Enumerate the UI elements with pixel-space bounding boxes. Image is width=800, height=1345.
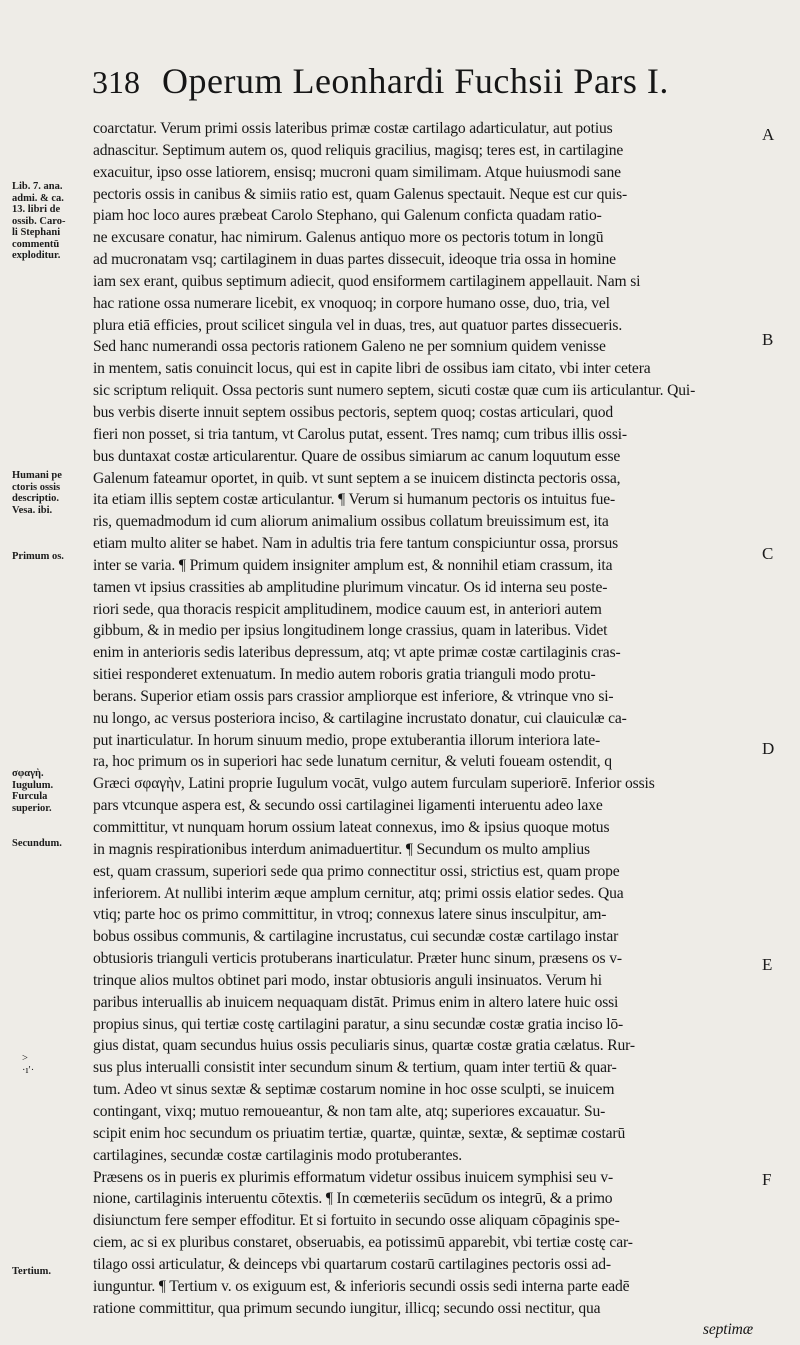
text-line: nu longo, ac versus posteriora inciso, & cartilagine incrustato donatur, cui clauiculæ ca- <box>93 709 627 727</box>
text-line: Græci σφαγὴν, Latini proprie Iugulum vocāt, vulgo autem furculam superiorē. Inferior ossis <box>93 775 655 793</box>
margin-note-line: ·ıʹ· <box>22 1064 35 1076</box>
margin-note-mark <box>22 1053 104 1076</box>
text-line: propius sinus, qui tertiæ costę cartilagini paratur, a sinu secundæ costæ gratia inciso lō- <box>93 1015 624 1033</box>
text-line: disiunctum fere semper effoditur. Et si fortuito in secundo osse aliquam cōpaginis spe- <box>93 1212 620 1230</box>
text-line: piam hoc loco aures præbeat Carolo Stephano, qui Galenum conficta quadam ratio- <box>93 207 602 225</box>
text-line: ita etiam illis septem costæ articulantur. ¶ Verum si humanum pectoris os intuitus fue- <box>93 491 616 509</box>
margin-note-line: Primum os. <box>12 551 64 562</box>
margin-note-line: commentū <box>12 238 60 250</box>
text-line: nione, cartilaginis interuentu cōtextis. ¶ In cœmeteriis secūdum os integrū, & a primo <box>93 1190 613 1208</box>
margin-note-line: Lib. 7. ana. <box>12 181 63 192</box>
text-line: ra, hoc primum os in superiori hac sede lunatum cernitur, & veluti foueam ostendit, q <box>93 753 612 771</box>
text-line: bus verbis diserte innuit septem ossibus pectoris, septem quoq; costas articulari, quod <box>93 403 614 421</box>
section-letter-e: E <box>762 955 773 974</box>
margin-note-humani <box>12 470 94 516</box>
text-line: contingant, vixq; mutuo remoueantur, & non tam alte, atq; superiores excauatur. Su- <box>93 1102 606 1120</box>
margin-note-secundum <box>12 838 94 850</box>
text-line: ris, quemadmodum id cum aliorum animalium ossibus collatum breuissimum est, ita <box>93 513 609 531</box>
text-line: vtiq; parte hoc os primo committitur, in vtroq; connexus latere sinus insculpitur, am- <box>93 906 607 924</box>
text-line: sus plus interualli consistit inter secundum sinum & tertium, quam inter tertiū & quar- <box>93 1059 617 1077</box>
margin-note-line: 13. libri de <box>12 204 61 215</box>
text-line: gius distat, quam secundus huius ossis peculiaris sinus, quartæ costæ gratia cælatus. Rur- <box>93 1037 635 1055</box>
body-text <box>93 118 765 1341</box>
text-line: pectoris ossis in canibus & simiis ratio est, quam Galenus spectauit. Neque est cur quis- <box>93 185 628 203</box>
text-line: iunguntur. ¶ Tertium v. os exiguum est, & inferioris secundi ossis sedi interna parte eadē <box>93 1277 630 1295</box>
running-head: Operum Leonhardi Fuchsii Pars I. <box>162 61 669 101</box>
text-line: ciem, ac si ex pluribus constaret, obseruabis, ea potissimū apparebit, vbi tertiæ costę car- <box>93 1234 633 1252</box>
margin-note-line: exploditur. <box>12 250 61 261</box>
margin-note-line: descriptio. <box>12 493 59 504</box>
margin-note-line: admi. & ca. <box>12 192 64 204</box>
text-line: cartilagines, secundæ costæ cartilaginis modo protuberantes. <box>93 1146 463 1164</box>
text-line: tum. Adeo vt sinus sextæ & septimæ costarum nomine in hoc osse sculpti, se inuicem <box>93 1081 615 1099</box>
text-line: fieri non posset, si tria tantum, vt Carolus putat, essent. Tres namq; cum tribus illis ossi- <box>93 425 627 443</box>
text-line: tilago ossi articulatur, & deinceps vbi quartarum costarū cartilagines pectoris ossi ad- <box>93 1255 611 1273</box>
text-line: inter se varia. ¶ Primum quidem insigniter amplum est, & nonnihil etiam crassum, ita <box>93 556 613 574</box>
text-line: Sed hanc numerandi ossa pectoris rationem Galeno ne per somnium quidem venisse <box>93 338 606 356</box>
text-line: trinque alios multos obtinet pari modo, instar obtusioris anguli insinuatos. Verum hi <box>93 971 602 989</box>
text-line: septimæ <box>702 1321 753 1339</box>
margin-note-line: > <box>22 1053 28 1064</box>
text-line: ne excusare conatur, hac nimirum. Galenus antiquo more os pectoris totum in longū <box>93 229 604 247</box>
text-line: bus duntaxat costæ articularentur. Quare de ossibus simiarum ac canum loquutum esse <box>93 447 621 465</box>
margin-note-line: Humani pe <box>12 470 62 481</box>
margin-note-line: Furcula <box>12 791 48 802</box>
text-line: enim in anterioris sedis lateribus depressum, atq; vt apte primæ costæ cartilaginis cras- <box>93 644 621 662</box>
section-letter-c: C <box>762 544 774 563</box>
margin-note-line: li Stephani <box>12 227 61 238</box>
text-line: ad mucronatam vsq; cartilaginem in duas partes dissecuit, ideoque tria ossa in homine <box>93 251 616 269</box>
section-letter-b: B <box>762 330 774 349</box>
section-letter-f: F <box>762 1170 772 1189</box>
margin-note-line: ctoris ossis <box>12 481 61 493</box>
text-line: iam sex erant, quibus septimum adiecit, quod ensiformem cartilaginem appellauit. Nam si <box>93 272 641 290</box>
text-line: put inarticulatur. In horum sinuum medio, prope extuberantia illorum interiora late- <box>93 731 601 749</box>
page-number: 318 <box>92 64 140 100</box>
margin-note-stephanus <box>12 181 94 262</box>
margin-note-line: superior. <box>12 802 52 814</box>
text-line: etiam multo aliter se habet. Nam in adultis tria fere tantum conspiciuntur ossa, prorsus <box>93 535 619 553</box>
page-header <box>92 60 692 102</box>
margin-note-line: σφαγὴ. <box>12 768 44 779</box>
section-letter-a: A <box>762 125 775 144</box>
text-line: riori sede, qua thoracis respicit amplitudinem, modice cauum est, in anteriori autem <box>93 600 602 618</box>
margin-note-line: Iugulum. <box>12 779 54 791</box>
text-line: hac ratione ossa numerare licebit, ex vnoquoq; in corpore humano osse, duo, tria, vel <box>93 294 610 312</box>
text-line: in mentem, satis conuincit locus, qui est in capite libri de ossibus iam citato, vbi inter cetera <box>93 360 651 378</box>
margin-note-sphage <box>12 768 94 814</box>
text-line: scipit enim hoc secundum os priuatim tertiæ, quartæ, quintæ, sextæ, & septimæ costarū <box>93 1124 626 1142</box>
text-line: tamen vt ipsius crassities ab amplitudine plurimum vincatur. Os id interna seu poste- <box>93 578 608 596</box>
text-line: berans. Superior etiam ossis pars crassior ampliorque est inferiore, & vtrinque vno si- <box>93 687 614 705</box>
text-line: paribus interuallis ab inuicem nequaquam distāt. Primus enim in altero latere huic ossi <box>93 993 619 1011</box>
section-letter-d: D <box>762 739 775 758</box>
text-line: plura etiā efficies, prout scilicet singula vel in duas, tres, aut quatuor partes dissecueris. <box>93 316 623 334</box>
text-line: ratione committitur, qua primum secundo iungitur, illicq; secundo ossi nectitur, qua <box>93 1299 601 1317</box>
text-line: Galenum fateamur oportet, in quib. vt sunt septem a se inuicem distincta pectoris ossa, <box>93 469 621 487</box>
text-line: committitur, vt nunquam horum ossium lateat connexus, imo & ipsius quoque motus <box>93 819 610 836</box>
text-line: est, quam crassum, superiori sede qua primo connectitur ossi, strictius est, quam prope <box>93 862 620 880</box>
text-line: coarctatur. Verum primi ossis lateribus primæ costæ cartilago adarticulatur, aut potius <box>93 120 613 137</box>
margin-note-primum <box>12 551 94 563</box>
margin-note-line: Tertium. <box>12 1266 51 1277</box>
text-line: inferiorem. At nullibi interim æque amplum cernitur, atq; primi ossis elatior sedes. Qua <box>93 884 624 902</box>
text-line: gibbum, & in medio per ipsius longitudinem longe crassius, quam in lateribus. Videt <box>93 622 608 640</box>
margin-note-line: ossib. Caro- <box>12 215 66 227</box>
text-line: obtusioris trianguli verticis protuberans inarticulatur. Præter hunc sinum, præsens os v- <box>93 950 622 968</box>
margin-note-line: Vesa. ibi. <box>12 504 53 516</box>
text-line: in magnis respirationibus interdum animaduertitur. ¶ Secundum os multo amplius <box>93 840 590 858</box>
text-line: adnascitur. Septimum autem os, quod reliquis gracilius, magisq; teres est, in cartilagine <box>93 141 624 159</box>
margin-note-line: Secundum. <box>12 838 62 849</box>
text-line: pars vtcunque aspera est, & secundo ossi cartilaginei ligamenti interuentu adeo laxe <box>93 797 603 815</box>
text-line: Præsens os in pueris ex plurimis efformatum videtur ossibus inuicem symphisi seu v- <box>93 1168 614 1186</box>
text-line: bobus ossibus communis, & cartilagine incrustatus, cui secundæ costæ cartilago instar <box>93 928 619 946</box>
text-line: exacuitur, ipso osse latiorem, ensisq; mucroni quam similimam. Atque huiusmodi sane <box>93 163 621 181</box>
text-line: sic scriptum reliquit. Ossa pectoris sunt numero septem, sicuti costæ quæ cum iis articulantur. Qui- <box>93 382 696 400</box>
text-line: sitiei responderet extenuatum. In medio autem roboris gratia trianguli modo protu- <box>93 666 596 684</box>
margin-note-tertium <box>12 1266 94 1278</box>
